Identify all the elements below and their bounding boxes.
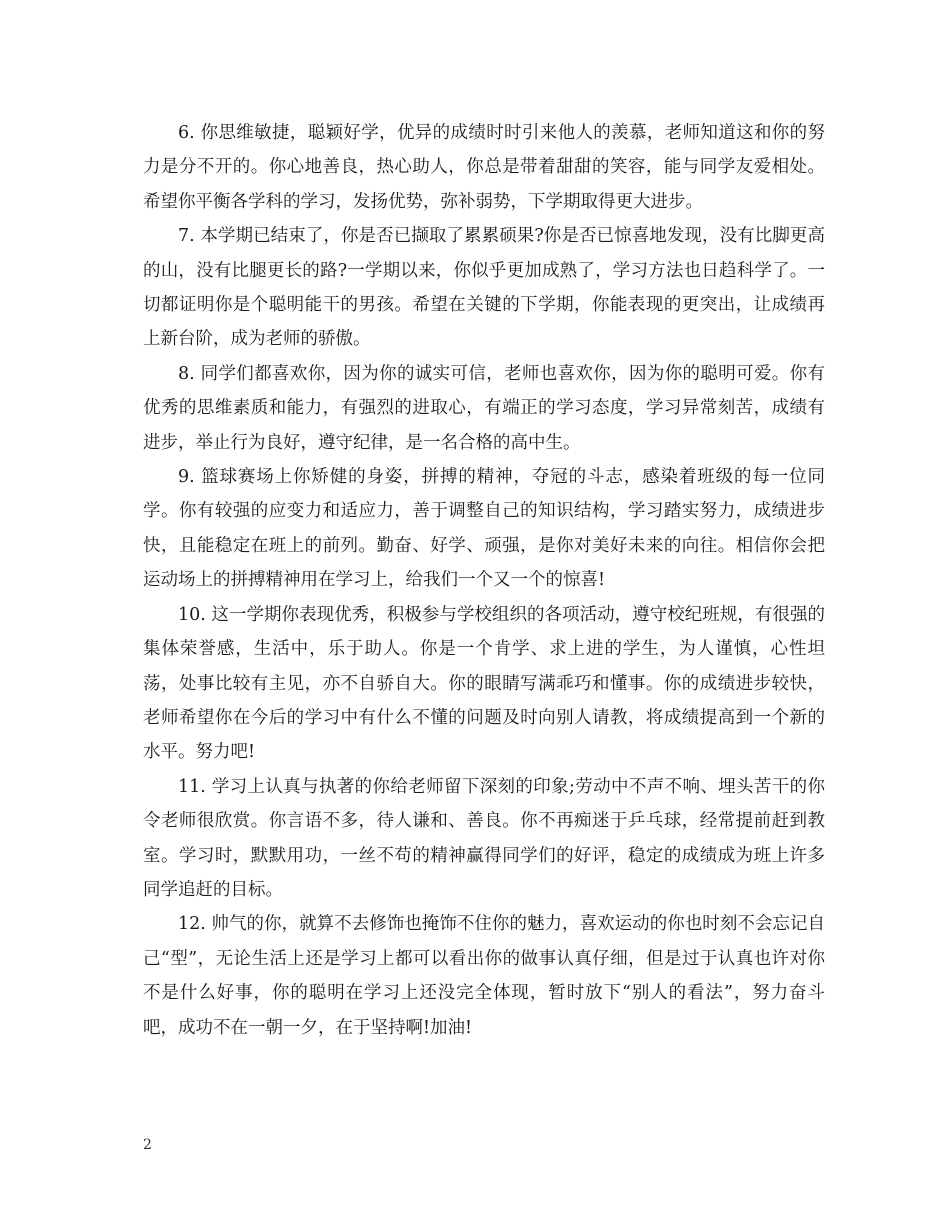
paragraph-11: 11. 学习上认真与执著的你给老师留下深刻的印象;劳动中不声不响、埋头苦干的你令老师很欣赏。你言语不多，待人谦和、善良。你不再痴迷于乒乓球，经常提前赶到教室。学习时，默默用功，一丝不苟的精神赢得同学们的好评，稳定的成绩成为班上许多同学追赶的目标。: [143, 776, 825, 900]
paragraph-12: 12. 帅气的你，就算不去修饰也掩饰不住你的魅力，喜欢运动的你也时刻不会忘记自己“型”，无论生活上还是学习上都可以看出你的做事认真仔细，但是过于认真也许对你不是什么好事，你的聪明在学习上还没完全体现，暂时放下“别人的看法”，努力奋斗吧，成功不在一朝一夕，在于坚持啊!加油!: [143, 914, 825, 1038]
paragraph-7: 7. 本学期已结束了，你是否已撷取了累累硕果?你是否已惊喜地发现，没有比脚更高的山，没有比腿更长的路?一学期以来，你似乎更加成熟了，学习方法也日趋科学了。一切都证明你是个聪明能干的男孩。希望在关键的下学期，你能表现的更突出，让成绩再上新台阶，成为老师的骄傲。: [143, 226, 825, 350]
page-number: 2: [143, 1137, 152, 1153]
paragraph-6: 6. 你思维敏捷，聪颖好学，优异的成绩时时引来他人的羡慕，老师知道这和你的努力是分不开的。你心地善良，热心助人，你总是带着甜甜的笑容，能与同学友爱相处。希望你平衡各学科的学习，发扬优势，弥补弱势，下学期取得更大进步。: [143, 123, 825, 212]
paragraph-10: 10. 这一学期你表现优秀，积极参与学校组织的各项活动，遵守校纪班规，有很强的集体荣誉感，生活中，乐于助人。你是一个肯学、求上进的学生，为人谨慎，心性坦荡，处事比较有主见，亦不自骄自大。你的眼睛写满乖巧和懂事。你的成绩进步较快，老师希望你在今后的学习中有什么不懂的问题及时向别人请教，将成绩提高到一个新的水平。努力吧!: [143, 604, 825, 763]
paragraph-8: 8. 同学们都喜欢你，因为你的诚实可信，老师也喜欢你，因为你的聪明可爱。你有优秀的思维素质和能力，有强烈的进取心，有端正的学习态度，学习异常刻苦，成绩有进步，举止行为良好，遵守纪律，是一名合格的高中生。: [143, 363, 825, 453]
paragraph-9: 9. 篮球赛场上你矫健的身姿，拼搏的精神，夺冠的斗志，感染着班级的每一位同学。你有较强的应变力和适应力，善于调整自己的知识结构，学习踏实努力，成绩进步快，且能稳定在班上的前列。勤奋、好学、顽强，是你对美好未来的向往。相信你会把运动场上的拼搏精神用在学习上，给我们一个又一个的惊喜!: [143, 467, 825, 591]
document-body: [143, 116, 825, 1045]
